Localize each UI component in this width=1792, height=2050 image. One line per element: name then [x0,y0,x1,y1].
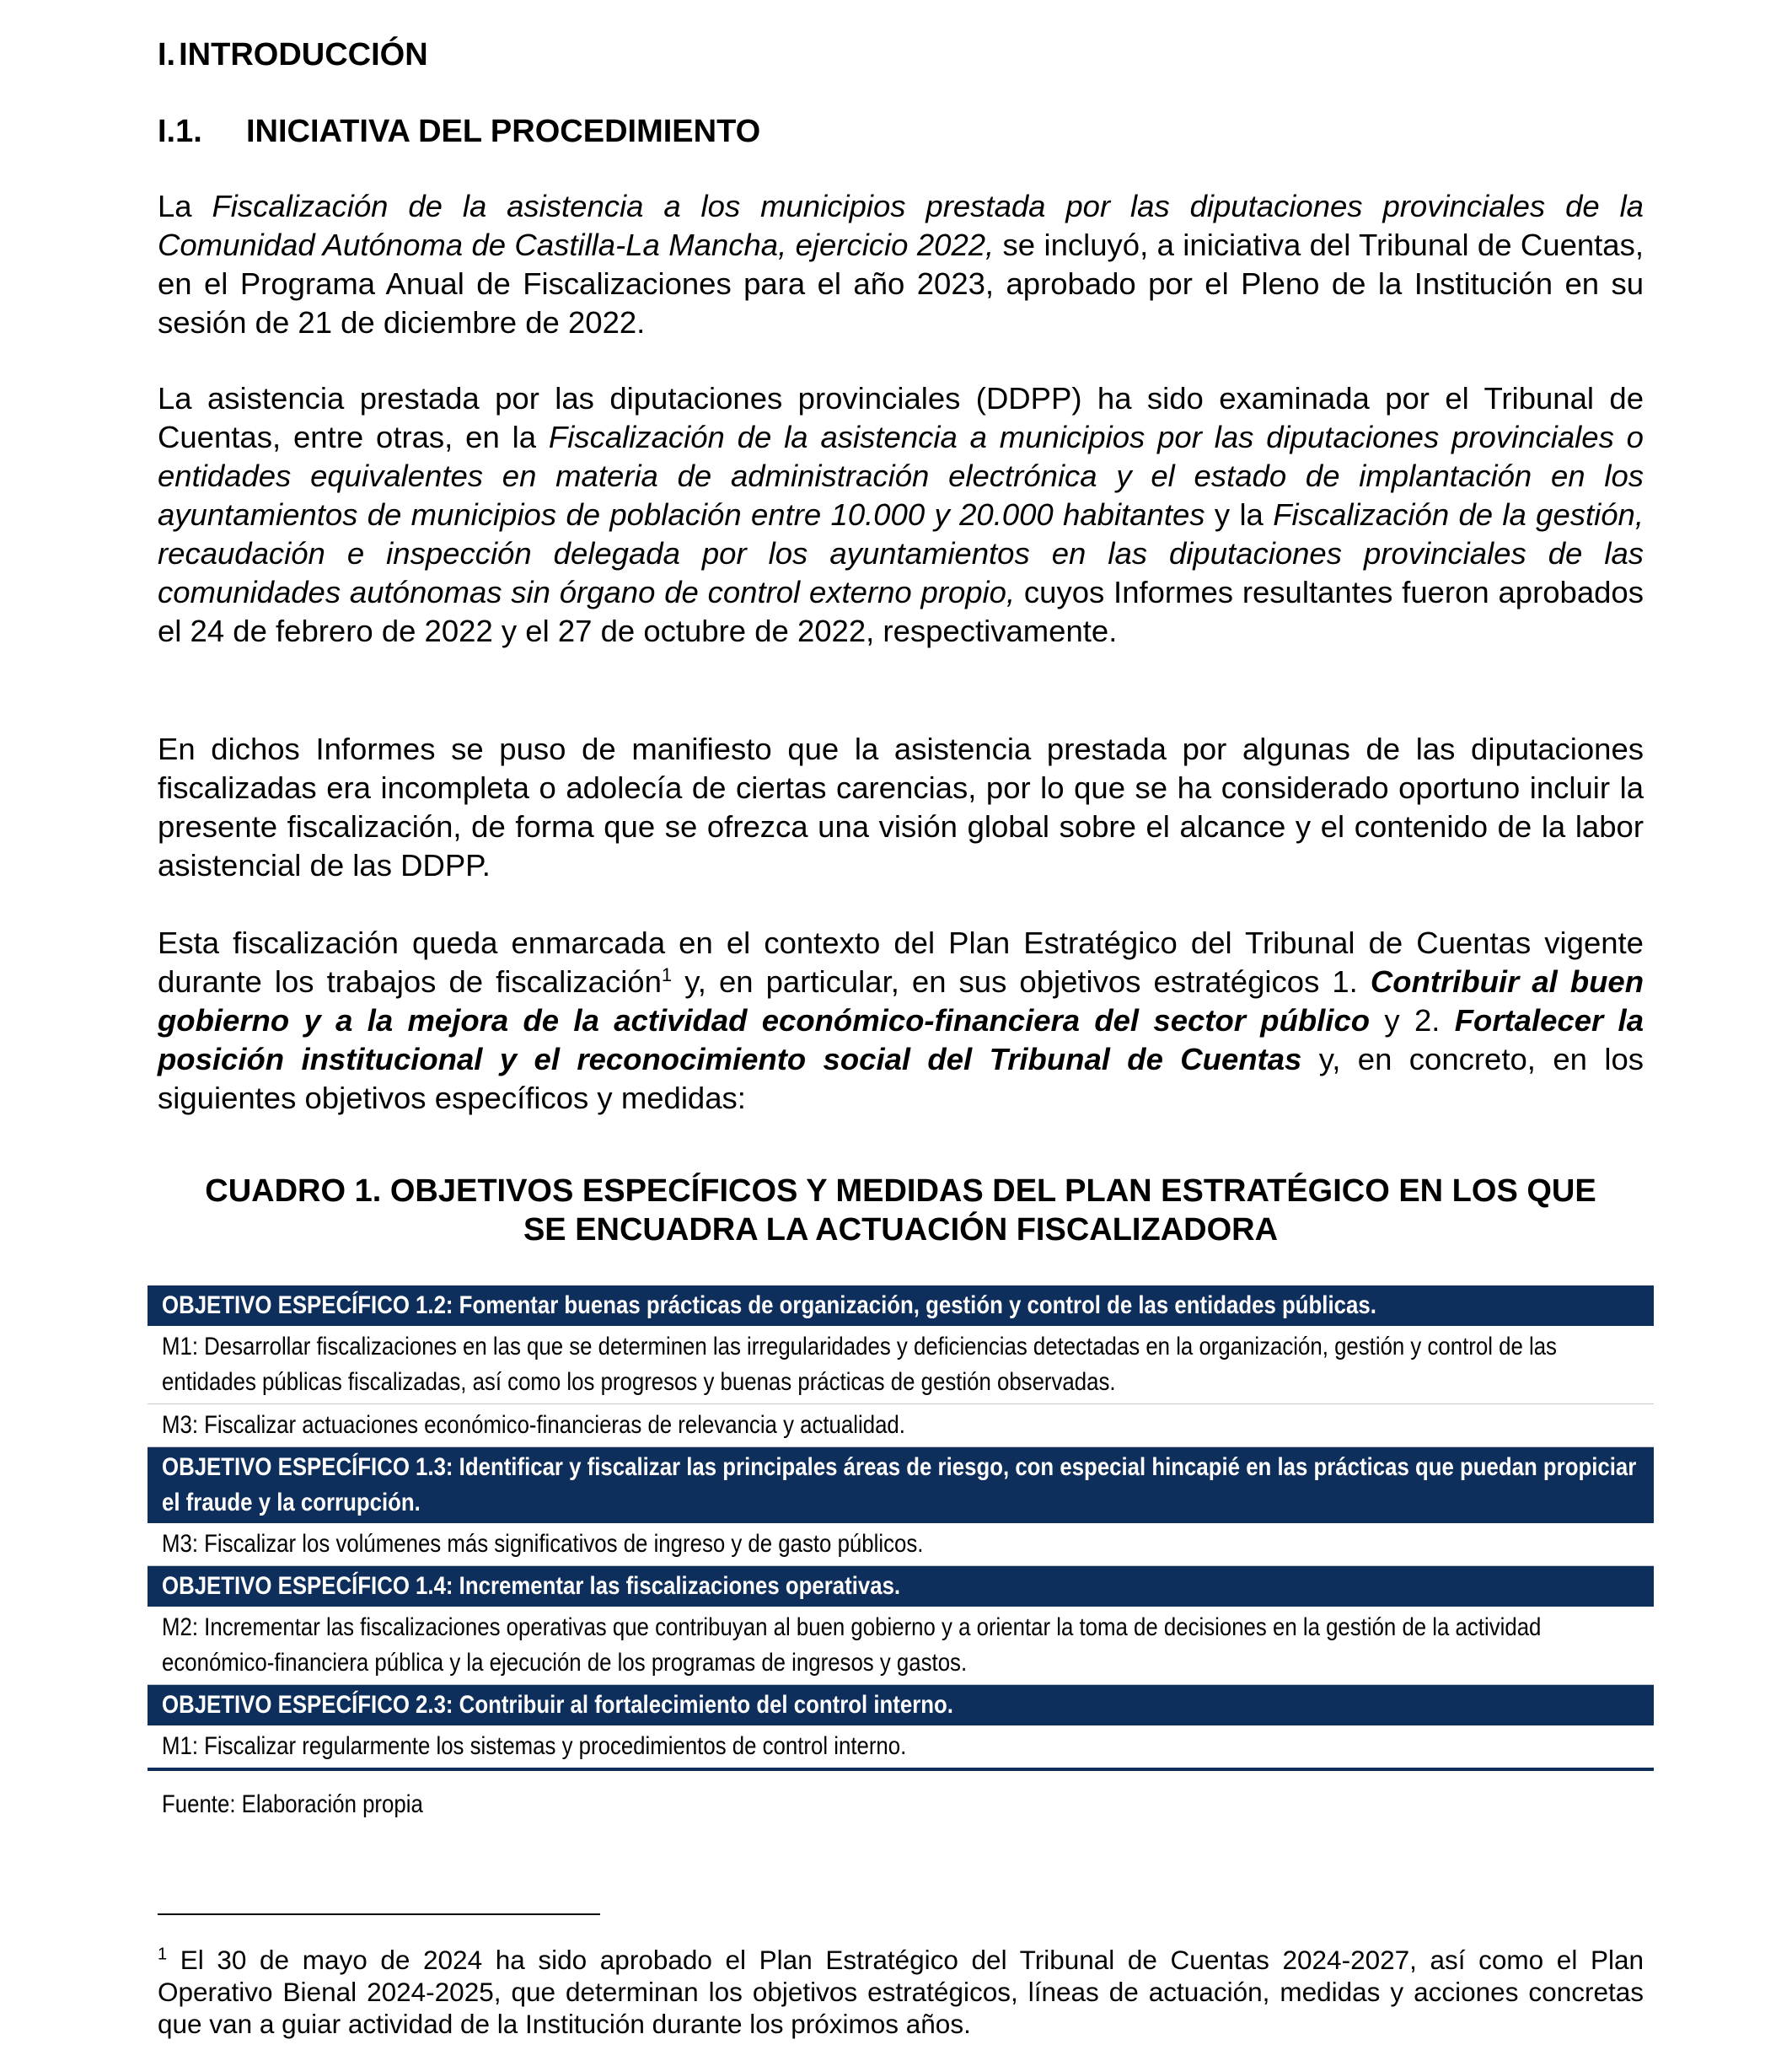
footnote-separator [158,1913,600,1915]
paragraph-2 [158,379,1644,651]
footnote-number: 1 [158,1945,168,1964]
objective-header: OBJETIVO ESPECÍFICO 1.2: Fomentar buenas prácticas de organización, gestión y control de las entidades públicas. [148,1285,1654,1326]
p2-italic-title-1: Fiscalización de la asistencia a municipios por las diputaciones provinciales o entidades equivalentes en materia de administración electrónica y el estado de implantación en los ayuntamientos de municipios de población entre 10.000 y 20.000 habitantes [158,420,1644,532]
p4-text-d: y 2. [1370,1003,1455,1038]
measure-row: M3: Fiscalizar los volúmenes más significativos de ingreso y de gasto públicos. [148,1523,1654,1566]
p4-text-b: y, en particular, en sus objetivos estratégicos 1. [672,964,1371,999]
p4-text-f: y, en concreto, en los siguientes objetivos específicos y medidas: [158,1042,1644,1115]
p2-text-c: y la [1205,497,1274,532]
subsection-title: INICIATIVA DEL PROCEDIMIENTO [246,114,761,149]
footnote-text: El 30 de mayo de 2024 ha sido aprobado el Plan Estratégico del Tribunal de Cuentas 2024-2027, así como el Plan Operativo Bienal 2024-2025, que determinan los objetivos estratégicos, líneas de actuación, medidas y acciones concretas que van a guiar actividad de la Institución durante los próximos años. [158,1945,1644,2039]
objectives-table [148,1285,1654,1771]
subsection-number: I.1. [158,114,202,149]
section-number: I. [158,37,176,72]
p1-italic-title: Fiscalización de la asistencia a los municipios prestada por las diputaciones provinciales de la Comunidad Autónoma de Castilla-La Mancha, ejercicio 2022, [158,189,1644,262]
section-title: INTRODUCCIÓN [179,37,428,72]
p2-text-a: La asistencia prestada por las diputaciones provinciales (DDPP) ha sido examinada por el Tribunal de Cuentas, entre otras, en la [158,381,1644,454]
p1-text-c: se incluyó, a iniciativa del Tribunal de Cuentas, en el Programa Anual de Fiscalizaciones para el año 2023, aprobado por el Pleno de la Institución en su sesión de 21 de diciembre de 2022. [158,228,1644,340]
paragraph-3 [158,730,1644,885]
measure-row: M1: Fiscalizar regularmente los sistemas y procedimientos de control interno. [148,1725,1654,1771]
table-source: Fuente: Elaboración propia [162,1790,423,1818]
subsection-heading [158,114,760,150]
paragraph-4 [158,924,1644,1118]
cuadro-title-line-1: CUADRO 1. OBJETIVOS ESPECÍFICOS Y MEDIDAS DEL PLAN ESTRATÉGICO EN LOS QUE [205,1173,1596,1209]
section-heading [158,37,428,73]
cuadro-title-line-2: SE ENCUADRA LA ACTUACIÓN FISCALIZADORA [523,1212,1279,1248]
p3-text: En dichos Informes se puso de manifiesto que la asistencia prestada por algunas de las diputaciones fiscalizadas era incompleta o adolecía de ciertas carencias, por lo que se ha considerado oportuno incluir la presente fiscalización, de forma que se ofrezca una visión global sobre el alcance y el contenido de la labor asistencial de las DDPP. [158,732,1644,883]
objective-header: OBJETIVO ESPECÍFICO 1.4: Incrementar las fiscalizaciones operativas. [148,1566,1654,1607]
objective-header: OBJETIVO ESPECÍFICO 2.3: Contribuir al fortalecimiento del control interno. [148,1685,1654,1725]
objective-header: OBJETIVO ESPECÍFICO 1.3: Identificar y fiscalizar las principales áreas de riesgo, con especial hincapié en las prácticas que puedan propiciar el fraude y la corrupción. [148,1447,1654,1523]
p2-text-e: cuyos Informes resultantes fueron aprobados el 24 de febrero de 2022 y el 27 de octubre de 2022, respectivamente. [158,575,1644,648]
p1-text-a: La [158,189,212,223]
footnote [158,1944,1644,2040]
cuadro-title [158,1172,1644,1249]
measure-row: M1: Desarrollar fiscalizaciones en las que se determinen las irregularidades y deficiencias detectadas en la organización, gestión y control de las entidades públicas fiscalizadas, así como los progresos y buenas prácticas de gestión observadas. [148,1326,1654,1404]
measure-row: M2: Incrementar las fiscalizaciones operativas que contribuyan al buen gobierno y a orientar la toma de decisiones en la gestión de la actividad económico-financiera pública y la ejecución de los programas de ingresos y gastos. [148,1607,1654,1685]
p4-text-a: Esta fiscalización queda enmarcada en el contexto del Plan Estratégico del Tribunal de Cuentas vigente durante los trabajos de fiscalización [158,926,1644,999]
p4-objective-2: Fortalecer la posición institucional y el reconocimiento social del Tribunal de Cuentas [158,1003,1644,1076]
p2-italic-title-2: Fiscalización de la gestión, recaudación e inspección delegada por los ayuntamientos en las diputaciones provinciales de las comunidades autónomas sin órgano de control externo propio, [158,497,1644,609]
footnote-ref[interactable]: 1 [661,963,673,985]
paragraph-1 [158,187,1644,342]
measure-row: M3: Fiscalizar actuaciones económico-financieras de relevancia y actualidad. [148,1404,1654,1447]
p4-objective-1: Contribuir al buen gobierno y a la mejora de la actividad económico-financiera del sector público [158,964,1644,1038]
